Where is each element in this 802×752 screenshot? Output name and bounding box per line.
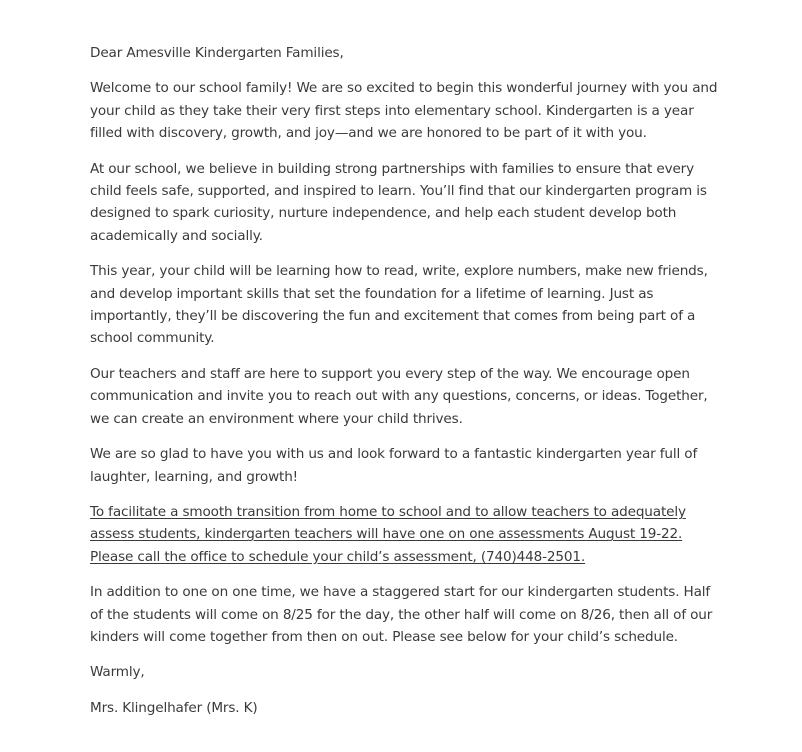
letter-paragraph-welcome: Welcome to our school family! We are so excited to begin this wonderful journey with you and your child as they take their very first steps into elementary school. Kindergarten is a year filled with discovery, growth, and joy—and we are honored to be part of it with you. (90, 80, 718, 142)
letter-paragraph-staggered-start: In addition to one on one time, we have a staggered start for our kindergarten students. Half of the students will come on 8/25 for the day, the other half will come on 8/26, then all of our kinders will come together from then on out. Please see below for your child’s schedule. (90, 584, 713, 645)
letter-paragraph-learning: This year, your child will be learning how to read, write, explore numbers, make new friends, and develop important skills that set the foundation for a lifetime of learning. Just as importantly, they’ll be discovering the fun and excitement that comes from being part of a school community. (90, 263, 708, 347)
letter-paragraph-support: Our teachers and staff are here to support you every step of the way. We encourage open communication and invite you to reach out with any questions, concerns, or ideas. Together, we can create an environment where your child thrives. (90, 365, 708, 427)
welcome-letter (90, 42, 718, 732)
letter-paragraph-glad: We are so glad to have you with us and look forward to a fantastic kindergarten year full of laughter, learning, and growth! (90, 446, 698, 485)
assessment-notice: To facilitate a smooth transition from home to school and to allow teachers to adequately assess students, kindergarten teachers will have one on one assessments August 19-22. Please call the office to schedule your child’s assessment, (740)448-2501. (90, 503, 686, 565)
letter-paragraph-partnerships: At our school, we believe in building strong partnerships with families to ensure that every child feels safe, supported, and inspired to learn. You’ll find that our kindergarten program is designed to spark curiosity, nurture independence, and help each student develop both academically and socially. (90, 160, 707, 244)
letter-signature: Mrs. Klingelhafer (Mrs. K) (90, 699, 258, 716)
letter-closing: Warmly, (90, 664, 145, 681)
letter-greeting: Dear Amesville Kindergarten Families, (90, 45, 344, 61)
